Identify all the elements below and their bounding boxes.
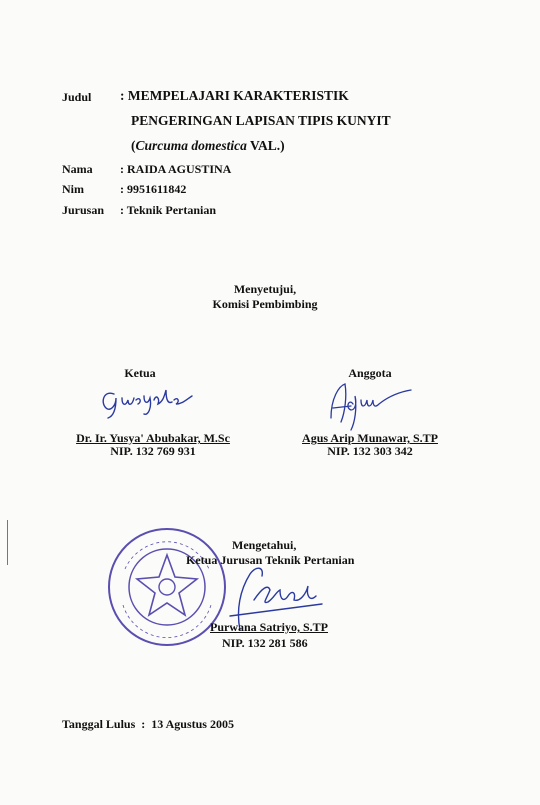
judul-line-3-open: ( [131,138,136,153]
judul-line-3 [131,138,285,154]
nim-value: : 9951611842 [120,182,187,196]
tanggal-lulus: Tanggal Lulus : 13 Agustus 2005 [62,717,234,731]
mengetahui-line-1: Mengetahui, [232,538,297,552]
jurusan-label: Jurusan [62,203,105,217]
ketua-name: Dr. Ir. Yusya' Abubakar, M.Sc [76,431,230,445]
anggota-signature [325,378,415,433]
kajur-name: Purwana Satriyo, S.TP [210,620,329,634]
anggota-nip: NIP. 132 303 342 [327,444,413,458]
jurusan-value: : Teknik Pertanian [120,203,217,217]
kajur-nip: NIP. 132 281 586 [222,636,308,650]
approval-line-2: Komisi Pembimbing [212,297,318,311]
anggota-role: Anggota [348,366,392,380]
anggota-name: Agus Arip Munawar, S.TP [302,431,438,445]
nim-label: Nim [62,182,84,196]
mengetahui-line-2: Ketua Jurusan Teknik Pertanian [186,553,355,567]
judul-label: Judul [62,90,92,104]
ketua-role: Ketua [124,366,156,380]
judul-line-3-italic: Curcuma domestica [135,138,247,153]
margin-mark [7,520,8,565]
judul-line-3-rest: VAL.) [246,138,285,153]
nama-value: : RAIDA AGUSTINA [120,162,232,176]
ketua-signature [96,380,196,422]
approval-line-1: Menyetujui, [233,282,297,296]
nama-label: Nama [62,162,93,176]
ketua-nip: NIP. 132 769 931 [110,444,196,458]
judul-line-1: : MEMPELAJARI KARAKTERISTIK [120,88,349,103]
judul-line-2: PENGERINGAN LAPISAN TIPIS KUNYIT [131,113,391,128]
